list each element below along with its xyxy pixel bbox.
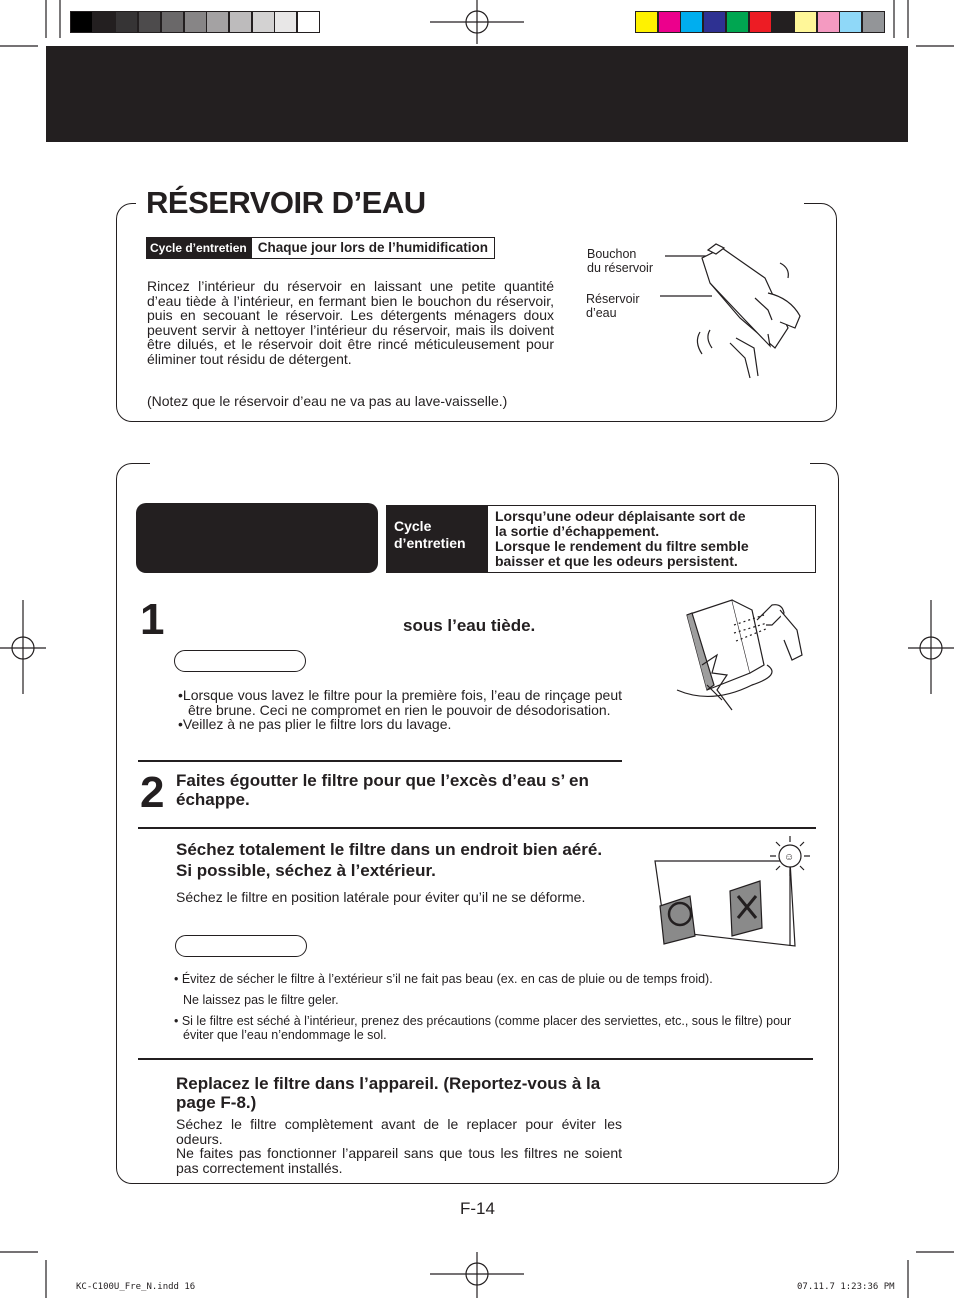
step-3-text: Séchez le filtre en position latérale pour éviter qu’il ne se déforme. [176, 889, 586, 905]
dry-bullet-1: • Évitez de sécher le filtre à l’extérieur s’il ne fait pas beau (ex. en cas de pluie ou de temps froid). [174, 972, 713, 986]
filter-cycle-label: Cycle d’entretien [386, 505, 487, 573]
divider-1 [138, 760, 622, 762]
divider-2 [138, 827, 816, 829]
dry-bullet-2: • Si le filtre est séché à l’intérieur, prenez des précautions (comme placer des serviettes, etc., sous le filtre) pour éviter que l’eau n’endommage le sol. [174, 1014, 792, 1042]
reservoir-cycle [146, 237, 495, 259]
header-band [46, 46, 908, 142]
cycle-value-line: la sortie d’échappement. [495, 523, 660, 539]
page-number: F-14 [460, 1199, 495, 1218]
water-tank-illustration [650, 238, 810, 383]
divider-3 [138, 1058, 813, 1060]
reservoir-paragraph: Rincez l’intérieur du réservoir en laissant une petite quantité d’eau tiède à l’intérieur, en fermant bien le bouchon du réservoir, puis en secouant le réservoir. Les détergents ménagers doux peuvent servir à nettoyer l’intérieur du réservoir, mais ils doivent être dilués, et le réservoir doit être rincé méticuleusement pour éliminer tout résidu de détergent. [147, 278, 554, 367]
bullet-1: •Lorsque vous lavez le filtre pour la première fois, l’eau de rinçage peut être brune. Ceci ne compromet en rien le pouvoir de désodorisation. [178, 687, 622, 718]
step-4-text-2: Ne faites pas fonctionner l’appareil sans que tous les filtres ne soient pas correctement installés. [176, 1145, 622, 1176]
cycle-value: Chaque jour lors de l’humidification [251, 237, 495, 259]
cycle-value-line: Lorsque le rendement du filtre semble [495, 538, 749, 554]
title-rule [432, 203, 804, 205]
slug-left: KC-C100U_Fre_N.indd 16 [76, 1282, 196, 1292]
slug-right: 07.11.7 1:23:36 PM [797, 1282, 895, 1292]
step-1-heading: sous l’eau tiède. [403, 616, 536, 635]
cycle-value-line: Lorsqu’une odeur déplaisante sort de [495, 508, 746, 524]
tank-label: Réservoir d’eau [586, 292, 640, 320]
step-4-text-1: Séchez le filtre complètement avant de le replacer pour éviter les odeurs. [176, 1116, 622, 1147]
step-1-bullets [178, 688, 622, 732]
step-3-heading: Séchez totalement le filtre dans un endroit bien aéré. Si possible, séchez à l’extérieur. [176, 840, 603, 880]
bullet-2: •Veillez à ne pas plier le filtre lors du lavage. [178, 716, 452, 733]
step-3-note-pill [175, 935, 307, 957]
step-2-heading: Faites égoutter le filtre pour que l’excès d’eau s’ en échappe. [176, 771, 589, 809]
filter-washing-illustration [672, 595, 824, 715]
reservoir-note: (Notez que le réservoir d’eau ne va pas au lave-vaisselle.) [147, 393, 508, 409]
cycle-label: Cycle d’entretien [146, 237, 251, 259]
cycle-value-line: baisser et que les odeurs persistent. [495, 553, 738, 569]
filter-cycle-value [487, 505, 816, 573]
step-3-bullets [174, 972, 814, 1042]
step-2-number: 2 [140, 768, 163, 817]
step-1-note-pill [174, 650, 306, 672]
dry-bullet-1b: Ne laissez pas le filtre geler. [183, 993, 339, 1007]
filter-title-box [136, 503, 378, 573]
filter-drying-illustration [650, 836, 820, 956]
filter-title-gap [150, 460, 810, 466]
step-1-number: 1 [140, 595, 163, 644]
step-4-heading: Replacez le filtre dans l’appareil. (Reportez-vous à la page F-8.) [176, 1074, 601, 1112]
svg-text:☺: ☺ [784, 852, 795, 863]
reservoir-title: RÉSERVOIR D’EAU [136, 186, 436, 220]
cap-label: Bouchon du réservoir [587, 247, 653, 275]
